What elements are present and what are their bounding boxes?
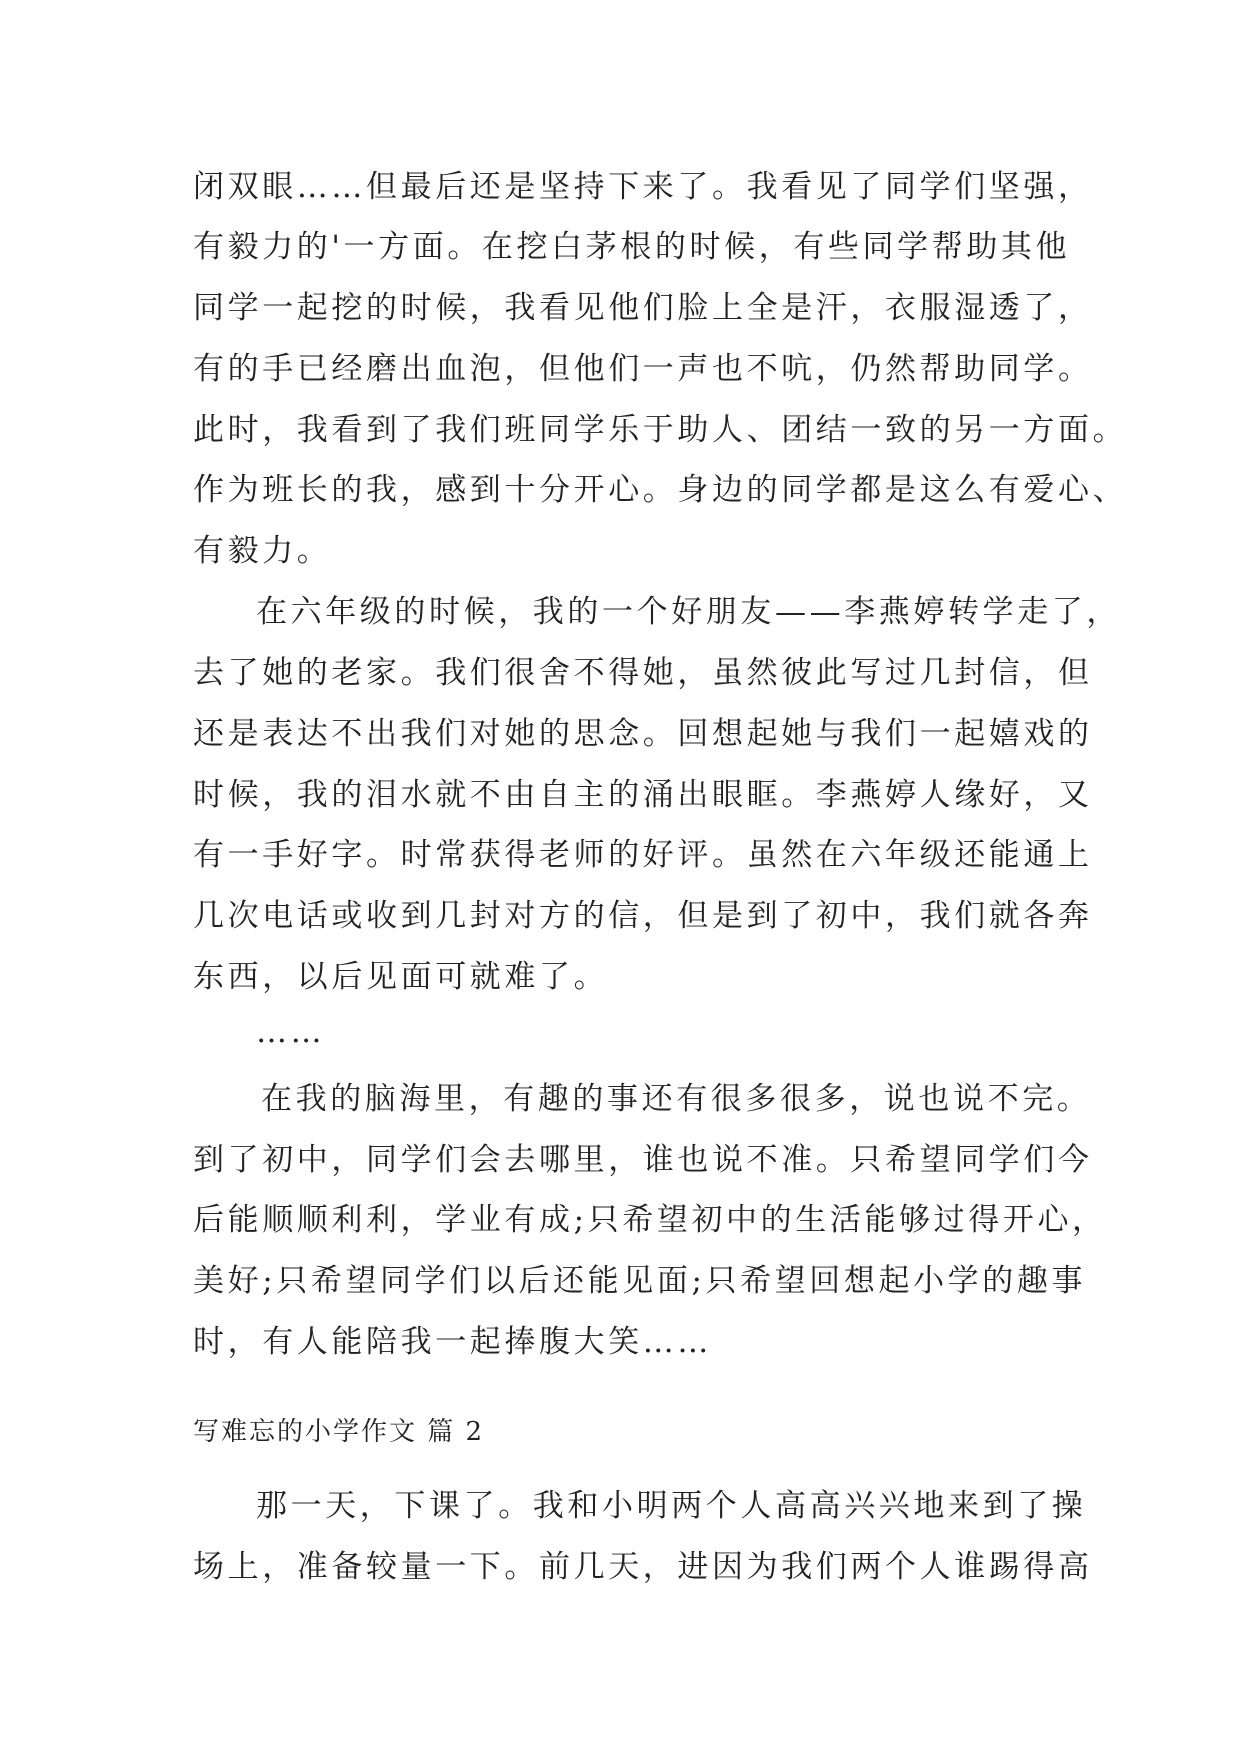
para2-line-2: 去了她的老家。我们很舍不得她，虽然彼此写过几封信，但 [193, 655, 1093, 691]
para1-line-5: 此时，我看到了我们班同学乐于助人、团结一致的另一方面。 [193, 412, 1128, 448]
para1-line-7: 有毅力。 [193, 533, 332, 569]
para1-line-2: 有毅力的'一方面。在挖白茅根的时候，有些同学帮助其他 [193, 229, 1071, 265]
para3-line-1: 在我的脑海里，有趣的事还有很多很多，说也说不完。 [261, 1081, 1092, 1117]
para4-line-2: 场上，准备较量一下。前几天，进因为我们两个人谁踢得高 [193, 1549, 1093, 1585]
ellipsis-line: …… [256, 1014, 326, 1050]
para2-line-1: 在六年级的时候，我的一个好朋友——李燕婷转学走了， [256, 594, 1121, 630]
para1-line-6: 作为班长的我，感到十分开心。身边的同学都是这么有爱心、 [193, 472, 1128, 508]
para2-line-4: 时候，我的泪水就不由自主的涌出眼眶。李燕婷人缘好，又 [193, 777, 1093, 813]
para3-line-5: 时，有人能陪我一起捧腹大笑…… [193, 1324, 712, 1360]
para1-line-3: 同学一起挖的时候，我看见他们脸上全是汗，衣服湿透了， [193, 290, 1093, 326]
para1-line-1: 闭双眼……但最后还是坚持下来了。我看见了同学们坚强， [193, 169, 1093, 205]
para3-line-4: 美好;只希望同学们以后还能见面;只希望回想起小学的趣事 [193, 1263, 1087, 1299]
para3-line-2: 到了初中，同学们会去哪里，谁也说不准。只希望同学们今 [193, 1142, 1093, 1178]
para2-line-7: 东西，以后见面可就难了。 [193, 959, 609, 995]
para2-line-3: 还是表达不出我们对她的思念。回想起她与我们一起嬉戏的 [193, 716, 1093, 752]
para2-line-5: 有一手好字。时常获得老师的好评。虽然在六年级还能通上 [193, 837, 1093, 873]
para4-line-1: 那一天，下课了。我和小明两个人高高兴兴地来到了操 [256, 1488, 1087, 1524]
para2-line-6: 几次电话或收到几封对方的信，但是到了初中，我们就各奔 [193, 898, 1093, 934]
section-heading: 写难忘的小学作文 篇 2 [193, 1417, 485, 1447]
para1-line-4: 有的手已经磨出血泡，但他们一声也不吭，仍然帮助同学。 [193, 351, 1093, 387]
para3-line-3: 后能顺顺利利，学业有成;只希望初中的生活能够过得开心， [193, 1202, 1107, 1238]
